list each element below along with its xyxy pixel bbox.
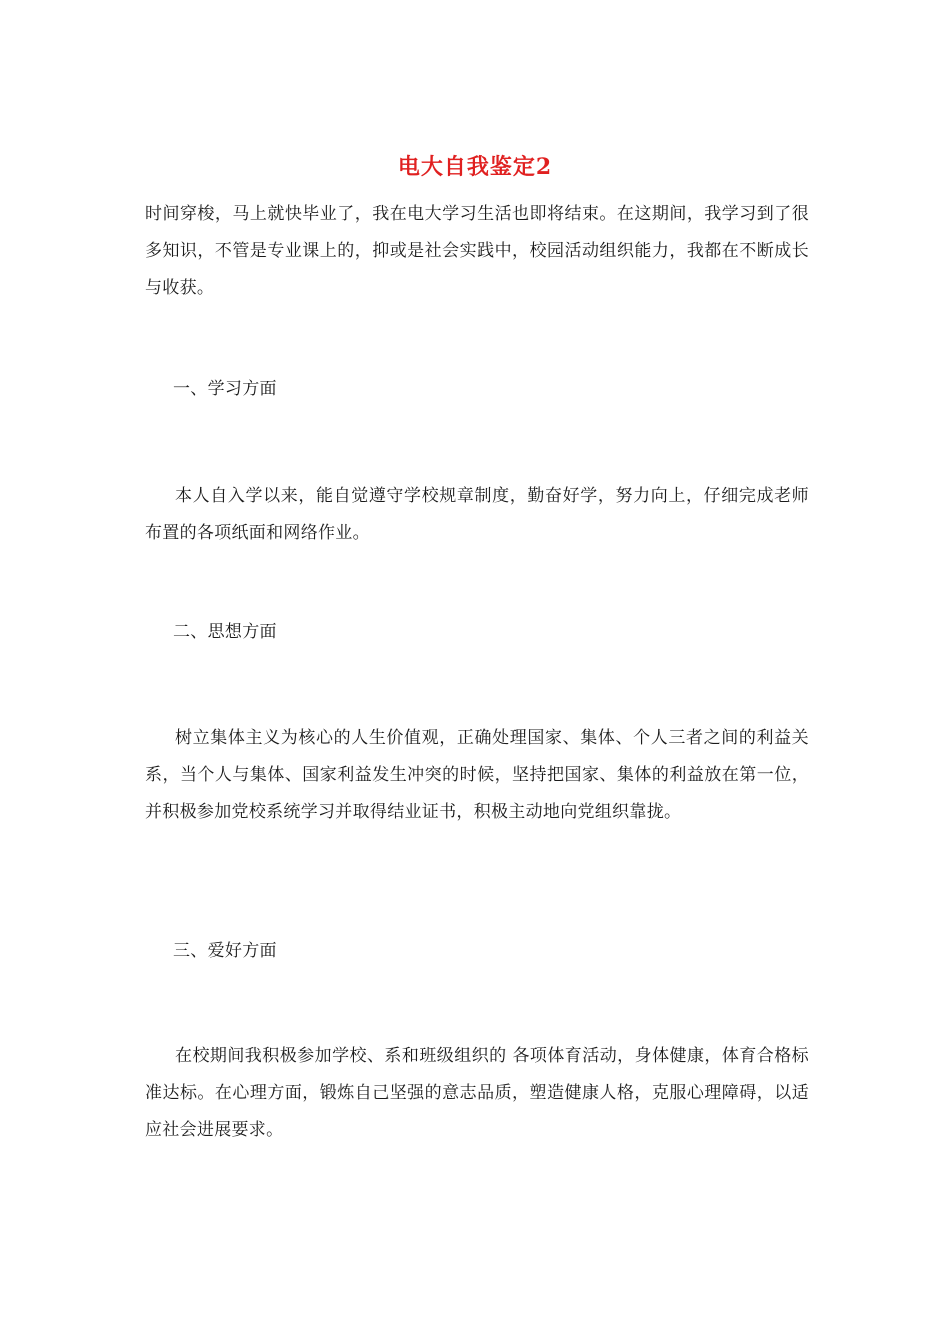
intro-paragraph: 时间穿梭，马上就快毕业了，我在电大学习生活也即将结束。在这期间，我学习到了很多知识，不管是专业课上的，抑或是社会实践中，校园活动组织能力，我都在不断成长与收获。 [145,204,809,298]
section-heading-study: 一、学习方面 [173,379,277,399]
document-title: 电大自我鉴定2 [397,154,553,180]
section-body-hobby: 在校期间我积极参加学校、系和班级组织的 各项体育活动，身体健康，体育合格标准达标。在心理方面，锻炼自己坚强的意志品质，塑造健康人格，克服心理障碍，以适应社会进展要求。 [145,1046,809,1140]
section-heading-hobby: 三、爱好方面 [173,941,277,961]
section-heading-thought: 二、思想方面 [173,622,277,642]
section-body-study: 本人自入学以来，能自觉遵守学校规章制度，勤奋好学，努力向上，仔细完成老师布置的各项纸面和网络作业。 [145,486,809,543]
section-body-thought: 树立集体主义为核心的人生价值观，正确处理国家、集体、个人三者之间的利益关系，当个人与集体、国家利益发生冲突的时候，坚持把国家、集体的利益放在第一位，并积极参加党校系统学习并取得结业证书，积极主动地向党组织靠拢。 [145,728,809,822]
